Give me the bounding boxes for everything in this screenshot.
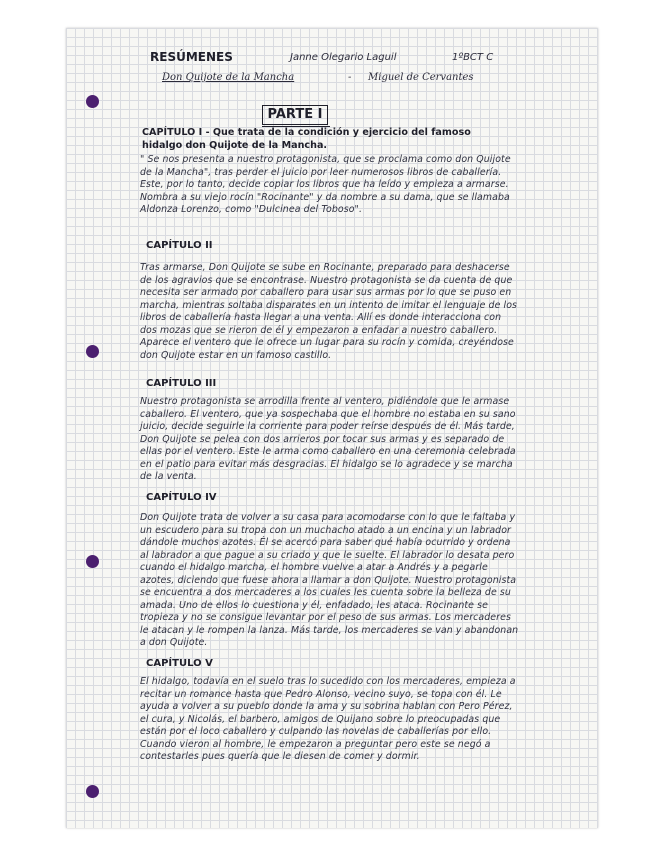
binder-hole: [86, 95, 99, 108]
writer-name: Miguel de Cervantes: [368, 72, 474, 83]
chapter-heading: CAPÍTULO II: [146, 240, 213, 251]
course-label: 1ºBCT C: [452, 52, 494, 63]
page-title: RESÚMENES: [150, 50, 233, 64]
chapter-summary: " Se nos presenta a nuestro protagonista, que se proclama como don Quijote de la Mancha", tras perder el juicio por leer numerosos libros de caballería. Este, por lo tanto, decide copiar los libros que ha leído y empieza a armarse. Nombra a su viejo rocín "Rocinante" y da nombre a su dama, que se llamaba Aldonza Lorenzo, como "Dulcinea del Toboso".: [140, 154, 511, 215]
chapter-summary: Tras armarse, Don Quijote se sube en Rocinante, preparado para deshacerse de los agravios que se encontrase. Nuestro protagonista se da cuenta de que necesita ser armado por caballero para usar sus armas por lo que se puso en marcha, mientras soltaba disparates en un intento de imitar el lenguaje de los libros de caballería hasta llegar a una venta. Allí es donde interacciona con dos mozas que se rieron de él y empezaron a enfadar a nuestro caballero. Aparece el ventero que le ofrece un lugar para su rocín y comida, creyéndose don Quijote estar en un famoso castillo.: [140, 262, 518, 361]
work-title: Don Quijote de la Mancha: [162, 72, 295, 83]
binder-hole: [86, 345, 99, 358]
chapter-summary: El hidalgo, todavía en el suelo tras lo sucedido con los mercaderes, empieza a recitar un romance hasta que Pedro Alonso, vecino suyo, se topa con él. Le ayuda a volver a su pueblo donde la ama y su sobrina hablan con Pero Pérez, el cura, y Nicolás, el barbero, amigos de Quijano sobre lo preocupadas que están por el loco caballero y culpando las novelas de caballerías por ello. Cuando vieron al hombre, le empezaron a preguntar pero este se negó a contestarles pues quería que le diesen de comer y dormir.: [140, 676, 516, 762]
chapter-summary: Nuestro protagonista se arrodilla frente al ventero, pidiéndole que le armase caballero. El ventero, que ya sospechaba que el hombre no estaba en su sano juicio, decide seguirle la corriente para poder reírse después de él. Más tarde, Don Quijote se pelea con dos arrieros por tocar sus armas y es separado de ellas por el ventero. Este le arma como caballero en una ceremonia celebrada en el patio para evitar más desgracias. El hidalgo se lo agradece y se marcha de la venta.: [140, 396, 516, 482]
chapter-summary: Don Quijote trata de volver a su casa para acomodarse con lo que le faltaba y un escudero para su tropa con un muchacho atado a un encina y un labrador dándole muchos azotes. Él se acercó para saber qué había ocurrido y ordena al labrador a que pague a su criado y que le suelte. El labrador lo desata pero cuando el hidalgo marcha, el hombre vuelve a atar a Andrés y a pegarle azotes, diciendo que fuese ahora a llamar a don Quijote. Nuestro protagonista se encuentra a dos mercaderes a los cuales les cuenta sobre la belleza de su amada. Uno de ellos lo cuestiona y él, enfadado, les ataca. Rocinante se tropieza y no se consigue levantar por el peso de sus armas. Los mercaderes le atacan y le rompen la lanza. Más tarde, los mercaderes se van y abandonan a don Quijote.: [140, 512, 519, 648]
chapter-heading: CAPÍTULO IV: [146, 492, 217, 503]
binder-hole: [86, 555, 99, 568]
subtitle-dash: -: [348, 72, 352, 83]
author-name: Janne Olegario Laguil: [290, 52, 397, 63]
chapter-heading: CAPÍTULO V: [146, 658, 213, 669]
chapter-heading: CAPÍTULO III: [146, 378, 217, 389]
chapter-heading: CAPÍTULO I - Que trata de la condición y ejercicio del famoso hidalgo don Quijote de la Mancha.: [142, 127, 471, 151]
binder-hole: [86, 785, 99, 798]
parte-label: PARTE I: [262, 105, 328, 125]
